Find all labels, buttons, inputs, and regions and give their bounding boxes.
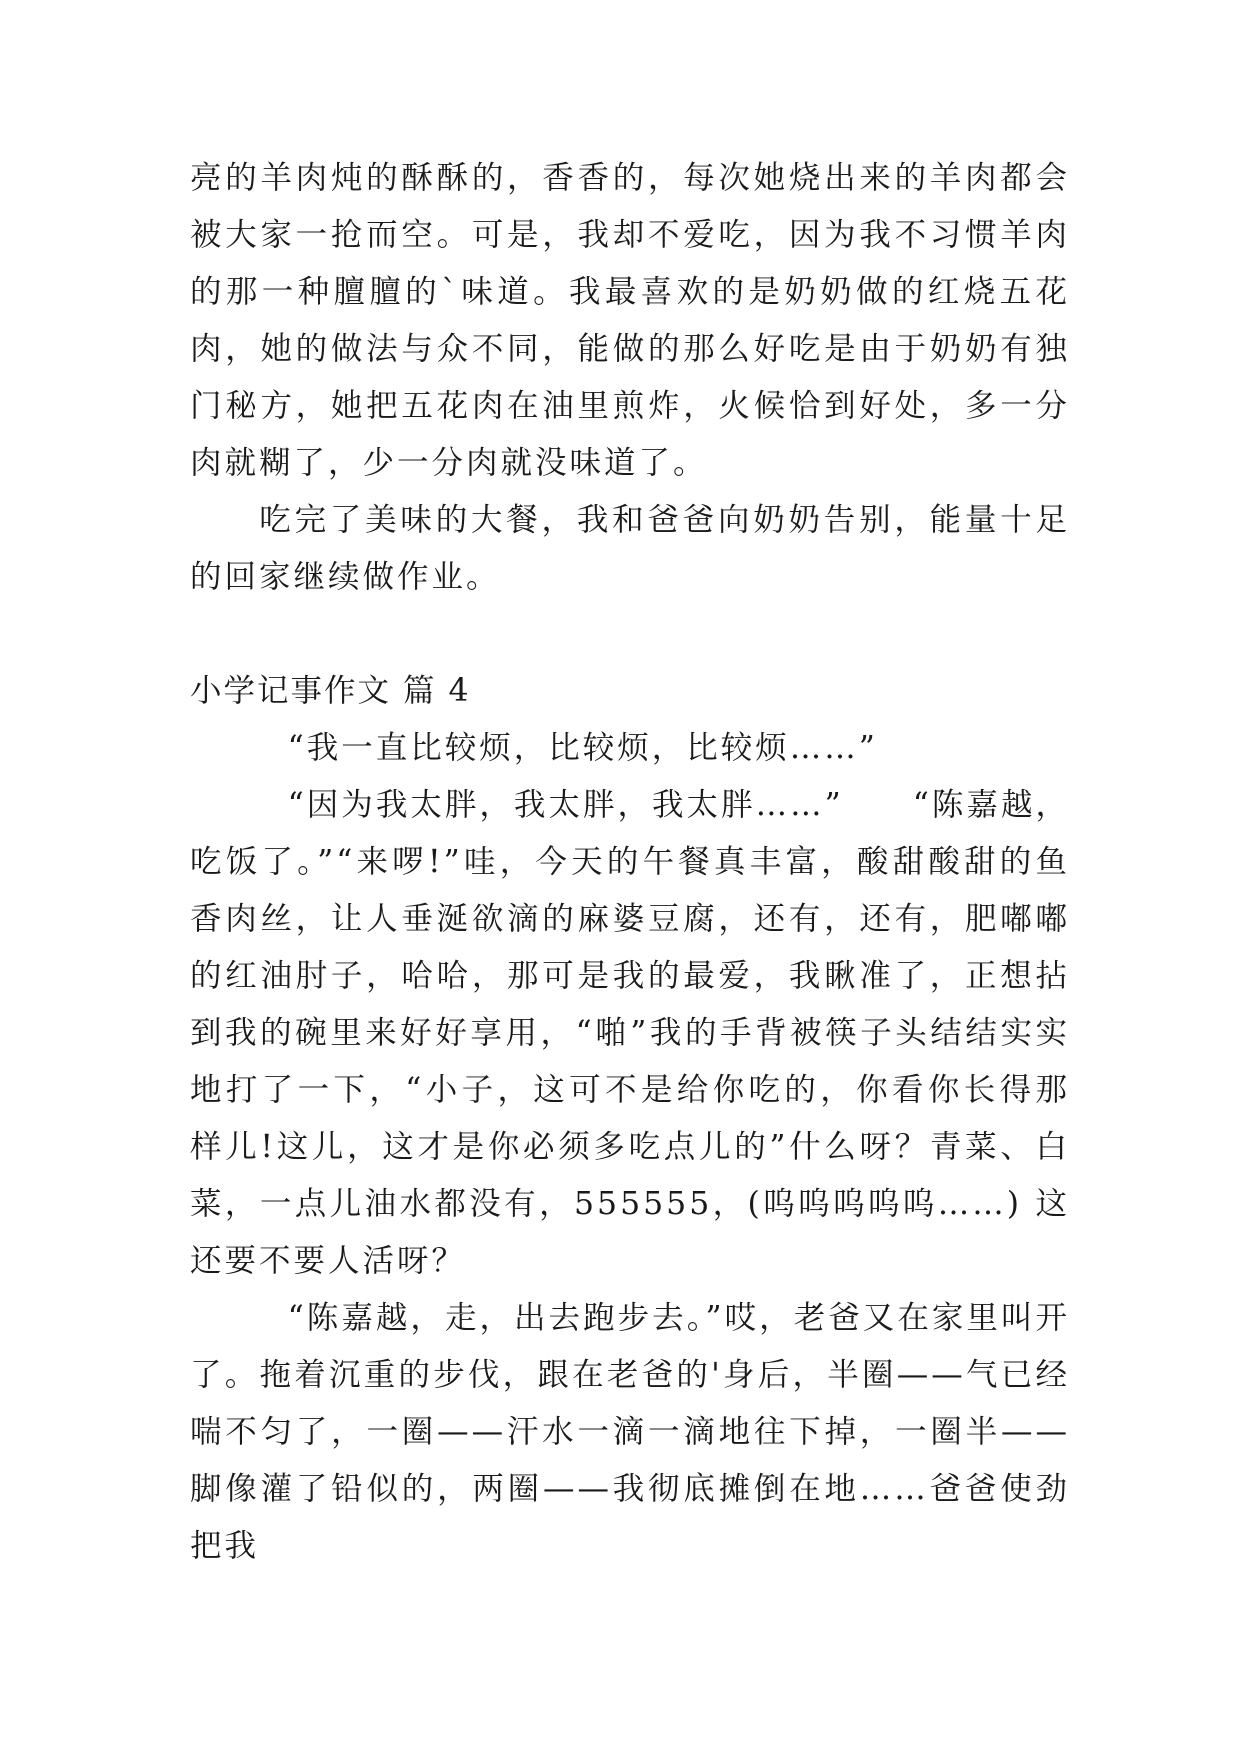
paragraph-farewell: 吃完了美味的大餐，我和爸爸向奶奶告别，能量十足的回家继续做作业。: [190, 502, 1070, 595]
section-gap: [190, 606, 1070, 663]
paragraph-mutton: 亮的羊肉炖的酥酥的，香香的，每次她烧出来的羊肉都会被大家一抢而空。可是，我却不爱吃，因为我不习惯羊肉的那一种膻膻的`味道。我最喜欢的是奶奶做的红烧五花肉，她的做法与众不同，能做的那么好吃是由于奶奶有独门秘方，她把五花肉在油里煎炸，火候恰到好处，多一分肉就糊了，少一分肉就没味道了。: [190, 160, 1070, 481]
document-body: [190, 150, 1070, 1575]
paragraph-running: “陈嘉越，走，出去跑步去。”哎，老爸又在家里叫开了。拖着沉重的步伐，跟在老爸的'身后，半圈——气已经喘不匀了，一圈——汗水一滴一滴地往下掉，一圈半——脚像灌了铅似的，两圈——我彻底摊倒在地……爸爸使劲把我: [190, 1300, 1070, 1564]
section-heading: 小学记事作文 篇 4: [190, 673, 471, 709]
paragraph-annoyed: “我一直比较烦，比较烦，比较烦……”: [287, 730, 878, 766]
paragraph-lunch: “因为我太胖，我太胖，我太胖……” “陈嘉越，吃饭了。”“来啰!”哇，今天的午餐真丰富，酸甜酸甜的鱼香肉丝，让人垂涎欲滴的麻婆豆腐，还有，还有，肥嘟嘟的红油肘子，哈哈，那可是我的最爱，我瞅准了，正想拈到我的碗里来好好享用，“啪”我的手背被筷子头结结实实地打了一下，“小子，这可不是给你吃的，你看你长得那样儿!这儿，这才是你必须多吃点儿的”什么呀？青菜、白菜，一点儿油水都没有，555555，(呜呜呜呜呜……) 这还要不要人活呀？: [190, 787, 1070, 1279]
